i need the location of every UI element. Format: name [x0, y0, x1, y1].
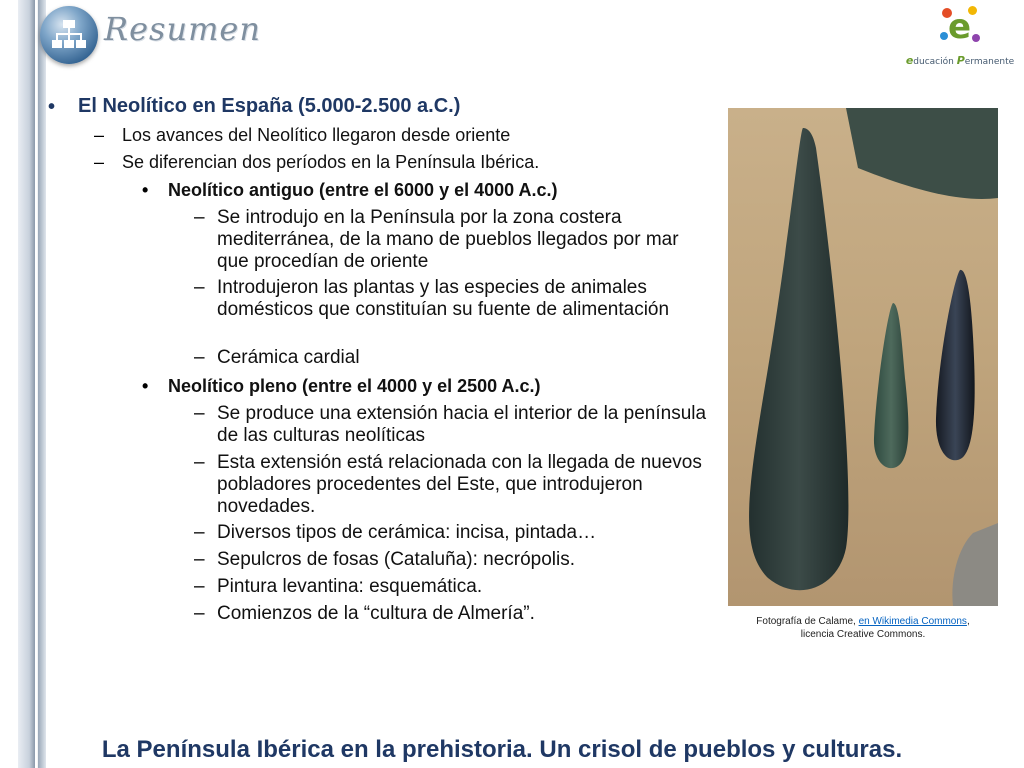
brand-mark-icon	[938, 4, 982, 48]
brand-name	[905, 54, 1015, 67]
period-item: Se produce una extensión hacia el interior de la península de las culturas neolíticas	[217, 403, 707, 446]
caption-suffix: ,	[966, 616, 970, 627]
bullet-level2: –	[94, 152, 105, 172]
period-item: Diversos tipos de cerámica: incisa, pintada…	[217, 522, 597, 543]
bullet-level4: –	[194, 403, 205, 424]
photo-caption	[728, 615, 998, 641]
bullet-level4: –	[194, 522, 205, 543]
caption-prefix: Fotografía de Calame,	[756, 616, 856, 627]
bullet-level4: –	[194, 452, 205, 473]
educacion-permanente-logo	[905, 4, 1015, 66]
caption-license: licencia Creative Commons.	[800, 629, 926, 640]
bullet-level4: –	[194, 207, 205, 228]
intro-item: Se diferencian dos períodos en la Península Ibérica.	[122, 152, 540, 172]
slide-footer-title: La Península Ibérica en la prehistoria. Un crisol de pueblos y culturas.	[101, 736, 903, 763]
period-item: Sepulcros de fosas (Cataluña): necrópolis.	[217, 549, 576, 570]
period-title: Neolítico pleno (entre el 4000 y el 2500 A.c.)	[168, 376, 541, 396]
period-item: Pintura levantina: esquemática.	[217, 576, 483, 597]
brand-second-word: ermanente	[964, 57, 1015, 67]
neolithic-axes-photo	[728, 108, 998, 606]
bullet-level4: –	[194, 576, 205, 597]
bullet-level4: –	[194, 347, 205, 368]
period-item: Introdujeron las plantas y las especies de animales domésticos que constituían su fuente de alimentación	[217, 277, 670, 320]
bullet-level4: –	[194, 277, 205, 298]
sitemap-icon	[40, 6, 98, 64]
period-item: Esta extensión está relacionada con la llegada de nuevos pobladores procedentes del Este, que introdujeron novedades.	[217, 452, 702, 517]
bullet-level1: •	[48, 96, 56, 118]
brand-first-word: ducación	[913, 57, 954, 67]
brand-first-letter: e	[905, 54, 914, 67]
brand-second-letter: P	[956, 54, 965, 67]
period-title: Neolítico antiguo (entre el 6000 y el 4000 A.c.)	[168, 180, 558, 200]
period-item: Comienzos de la “cultura de Almería”.	[217, 603, 535, 624]
bullet-level2: –	[94, 125, 105, 145]
period-item: Cerámica cardial	[217, 347, 360, 368]
bullet-level3: •	[142, 376, 149, 396]
bullet-level4: –	[194, 549, 205, 570]
wikimedia-commons-link[interactable]: en Wikimedia Commons	[858, 616, 967, 627]
slide-title: Resumen	[104, 10, 261, 48]
bullet-level4: –	[194, 603, 205, 624]
brand-mark-letter: e	[948, 7, 972, 47]
bullet-level3: •	[142, 180, 149, 200]
period-item: Se introdujo en la Península por la zona costera mediterránea, de la mano de pueblos llegados por mar que procedían de oriente	[217, 207, 679, 272]
left-decorative-rail	[18, 0, 46, 768]
intro-item: Los avances del Neolítico llegaron desde oriente	[122, 125, 511, 145]
section-heading: El Neolítico en España (5.000-2.500 a.C.)	[78, 95, 461, 117]
